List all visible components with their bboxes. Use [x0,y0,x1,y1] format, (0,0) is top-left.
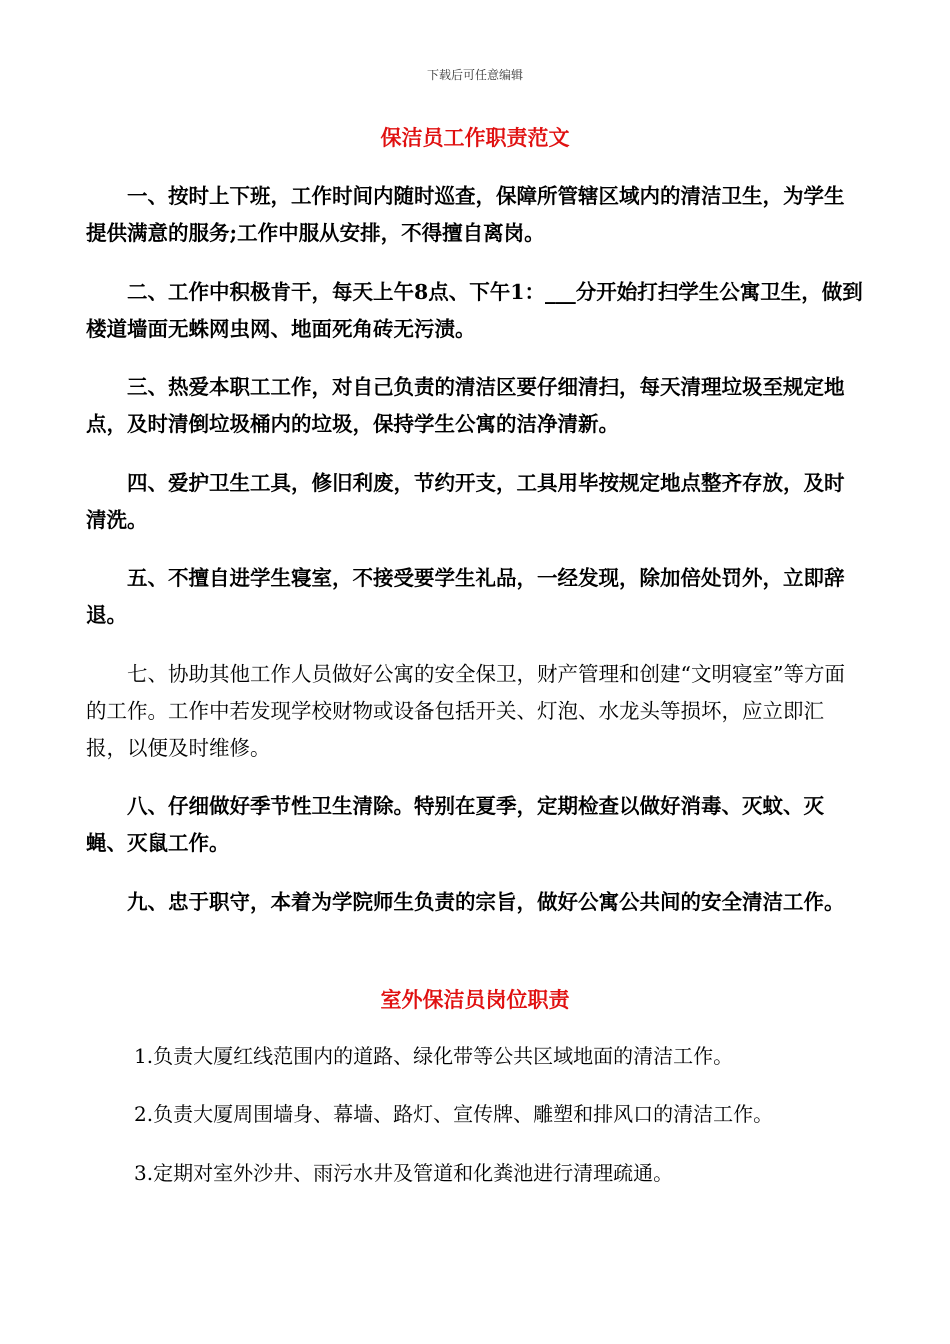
paragraph-5: 五、不擅自进学生寝室，不接受要学生礼品，一经发现，除加倍处罚外，立即辞退。 [86,566,845,627]
paragraph-1: 一、按时上下班，工作时间内随时巡查，保障所管辖区域内的清洁卫生，为学生提供满意的服务;工作中服从安排，不得擅自离岗。 [86,184,845,245]
paragraph-2: 二、工作中积极肯干，每天上午8点、下午1：___分开始打扫学生公寓卫生，做到楼道墙面无蛛网虫网、地面死角砖无污渍。 [86,280,863,341]
paragraph-7: 七、协助其他工作人员做好公寓的安全保卫，财产管理和创建“文明寝室”等方面的工作。工作中若发现学校财物或设备包括开关、灯泡、水龙头等损坏，应立即汇报，以便及时维修。 [86,662,845,760]
paragraph-4: 四、爱护卫生工具，修旧利废，节约开支，工具用毕按规定地点整齐存放，及时清洗。 [86,471,845,532]
paragraph-3: 三、热爱本职工工作，对自己负责的清洁区要仔细清扫，每天清理垃圾至规定地点，及时清倒垃圾桶内的垃圾，保持学生公寓的洁净清新。 [86,375,845,436]
section-title-main: 保洁员工作职责范文 [380,125,570,150]
list-item-2: 2.负责大厦周围墙身、幕墙、路灯、宣传牌、雕塑和排风口的清洁工作。 [134,1102,774,1126]
paragraph-9: 九、忠于职守，本着为学院师生负责的宗旨，做好公寓公共间的安全清洁工作。 [127,890,845,914]
list-item-3: 3.定期对室外沙井、雨污水井及管道和化粪池进行清理疏通。 [134,1161,674,1185]
list-item-1: 1.负责大厦红线范围内的道路、绿化带等公共区域地面的清洁工作。 [134,1044,734,1068]
paragraph-8: 八、仔细做好季节性卫生清除。特别在夏季，定期检查以做好消毒、灭蚊、灭蝇、灭鼠工作。 [86,794,824,855]
header-note: 下载后可任意编辑 [426,68,523,82]
section-title-outdoor: 室外保洁员岗位职责 [380,987,570,1012]
